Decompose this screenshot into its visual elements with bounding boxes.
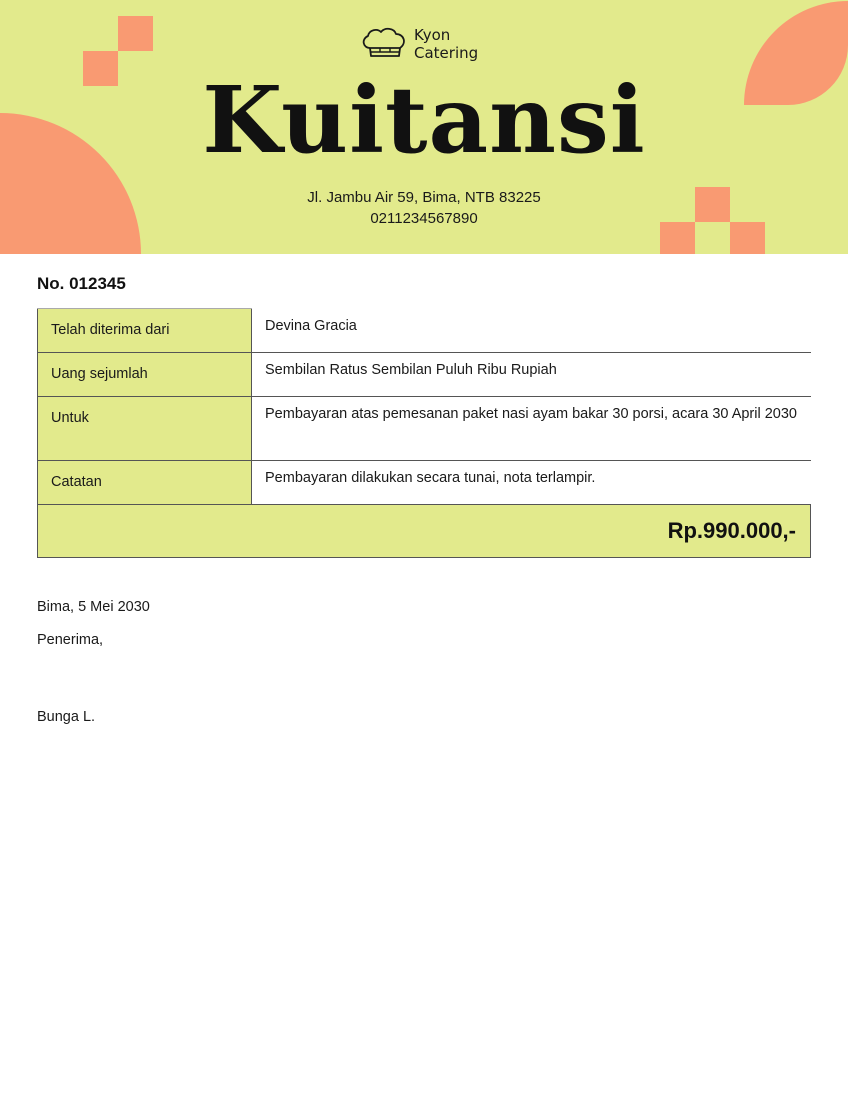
row-label: Untuk (38, 397, 252, 461)
total-amount: Rp.990.000,- (38, 505, 811, 558)
signature-role: Penerima, (37, 632, 104, 648)
receipt-header (0, 0, 848, 254)
company-logo (360, 26, 490, 66)
table-row (38, 353, 811, 397)
company-name-line1: Kyon (414, 26, 451, 44)
company-name-line2: Catering (414, 44, 479, 62)
row-value: Pembayaran atas pemesanan paket nasi ayam bakar 30 porsi, acara 30 April 2030 (252, 397, 811, 461)
total-row (38, 505, 811, 558)
chef-hat-icon (360, 26, 408, 62)
company-address (0, 187, 848, 229)
row-value: Pembayaran dilakukan secara tunai, nota terlampir. (252, 461, 811, 505)
company-name (414, 26, 504, 62)
receipt-details-table (37, 308, 811, 558)
row-label: Catatan (38, 461, 252, 505)
address-street: Jl. Jambu Air 59, Bima, NTB 83225 (307, 189, 541, 206)
table-row (38, 397, 811, 461)
row-value: Devina Gracia (252, 309, 811, 353)
row-value: Sembilan Ratus Sembilan Puluh Ribu Rupiah (252, 353, 811, 397)
receipt-number: No. 012345 (37, 274, 126, 293)
signature-name: Bunga L. (37, 709, 96, 725)
table-row (38, 461, 811, 505)
row-label: Telah diterima dari (38, 309, 252, 353)
decorative-square (118, 16, 153, 51)
document-title: Kuitansi (202, 66, 646, 174)
table-row (38, 309, 811, 353)
address-phone: 0211234567890 (370, 210, 478, 227)
signature-place-date: Bima, 5 Mei 2030 (37, 599, 150, 615)
row-label: Uang sejumlah (38, 353, 252, 397)
